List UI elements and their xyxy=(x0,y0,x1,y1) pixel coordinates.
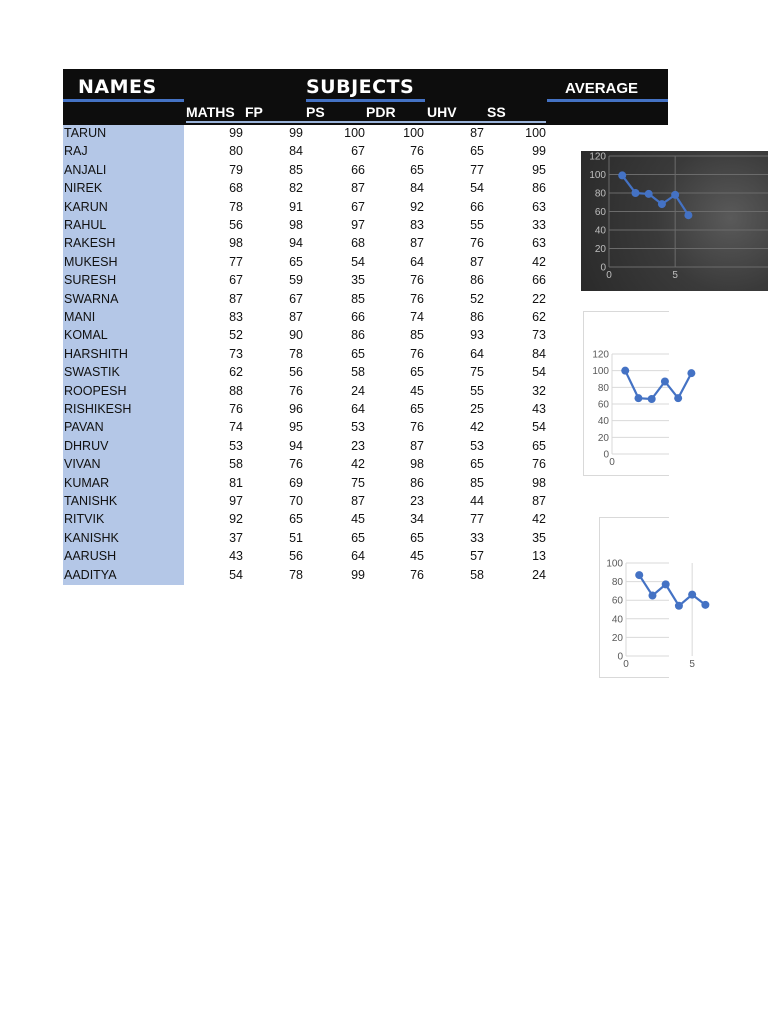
y-tick-label: 100 xyxy=(589,170,606,181)
score-cell-ss[interactable]: 62 xyxy=(532,310,546,324)
score-cell-ps[interactable]: 24 xyxy=(351,383,365,398)
score-cell-uhv[interactable]: 44 xyxy=(470,494,484,508)
score-cell-ss[interactable]: 87 xyxy=(532,494,546,508)
score-cell-ss[interactable]: 43 xyxy=(532,402,546,416)
data-point xyxy=(648,395,656,403)
data-point xyxy=(631,189,639,197)
score-cell-uhv[interactable]: 54 xyxy=(470,181,484,196)
score-cell-uhv[interactable]: 93 xyxy=(470,328,484,343)
score-cell-ss[interactable]: 66 xyxy=(532,273,546,288)
student-name-cell[interactable]: HARSHITH xyxy=(64,346,128,361)
table-row xyxy=(63,438,553,456)
score-cell-fp[interactable]: 84 xyxy=(289,144,303,159)
score-cell-ss[interactable]: 32 xyxy=(532,383,546,398)
score-cell-fp[interactable]: 67 xyxy=(289,291,303,306)
score-cell-maths[interactable]: 92 xyxy=(229,512,243,527)
data-point xyxy=(684,211,692,219)
score-cell-ss[interactable]: 76 xyxy=(532,457,546,472)
data-point xyxy=(635,571,643,579)
score-cell-fp[interactable]: 59 xyxy=(289,273,303,288)
table-row xyxy=(63,511,553,529)
y-tick-label: 20 xyxy=(594,244,606,255)
table-row xyxy=(63,217,553,235)
score-cell-pdr[interactable]: 76 xyxy=(410,420,424,435)
table-row xyxy=(63,199,553,217)
score-cell-maths[interactable]: 58 xyxy=(229,457,243,472)
score-cell-uhv[interactable]: 65 xyxy=(470,457,484,472)
score-cell-pdr[interactable]: 84 xyxy=(410,181,424,196)
score-cell-ss[interactable]: 95 xyxy=(532,162,546,177)
score-cell-ss[interactable]: 73 xyxy=(532,328,546,343)
subjects-header: SUBJECTS xyxy=(306,76,415,98)
table-row xyxy=(63,475,553,493)
line-chart-3-svg xyxy=(600,518,695,677)
score-cell-maths[interactable]: 67 xyxy=(229,273,243,288)
y-tick-label: 80 xyxy=(597,382,609,394)
score-cell-ps[interactable]: 53 xyxy=(351,420,365,435)
names-header: NAMES xyxy=(78,76,157,98)
data-point xyxy=(621,367,629,375)
score-cell-fp[interactable]: 70 xyxy=(289,494,303,508)
score-cell-maths[interactable]: 77 xyxy=(229,254,243,269)
score-cell-uhv[interactable]: 77 xyxy=(470,512,484,527)
student-name-cell[interactable]: AADITYA xyxy=(64,567,117,582)
x-tick-label: 0 xyxy=(606,270,612,281)
table-row xyxy=(63,456,553,474)
score-cell-uhv[interactable]: 75 xyxy=(470,365,484,380)
score-cell-fp[interactable]: 78 xyxy=(289,567,303,582)
score-cell-fp[interactable]: 95 xyxy=(289,420,303,435)
table-row xyxy=(63,143,553,161)
average-header: AVERAGE xyxy=(565,80,639,97)
score-cell-maths[interactable]: 53 xyxy=(229,438,243,453)
y-tick-label: 60 xyxy=(594,207,606,218)
y-tick-label: 60 xyxy=(611,595,623,607)
x-tick-label: 0 xyxy=(623,659,629,670)
student-name-cell[interactable]: ROOPESH xyxy=(64,383,127,398)
score-cell-pdr[interactable]: 86 xyxy=(410,475,424,490)
score-cell-ps[interactable]: 85 xyxy=(351,291,365,306)
student-name-cell[interactable]: MUKESH xyxy=(64,254,118,269)
table-row xyxy=(63,272,553,290)
score-cell-ps[interactable]: 87 xyxy=(351,494,365,508)
student-name-cell[interactable]: MANI xyxy=(64,310,96,324)
table-row xyxy=(63,548,553,566)
score-cell-maths[interactable]: 43 xyxy=(229,549,243,564)
score-cell-uhv[interactable]: 66 xyxy=(470,199,484,214)
score-cell-fp[interactable]: 56 xyxy=(289,365,303,380)
table-row xyxy=(63,291,553,309)
score-cell-pdr[interactable]: 23 xyxy=(410,494,424,508)
data-point xyxy=(634,394,642,402)
score-cell-pdr[interactable]: 65 xyxy=(410,530,424,545)
score-cell-ps[interactable]: 75 xyxy=(351,475,365,490)
y-tick-label: 100 xyxy=(592,366,609,378)
score-cell-uhv[interactable]: 53 xyxy=(470,438,484,453)
column-header-ss: SS xyxy=(487,104,506,120)
score-cell-ps[interactable]: 68 xyxy=(351,236,365,251)
score-cell-ps[interactable]: 65 xyxy=(351,346,365,361)
table-row xyxy=(63,162,553,180)
score-cell-pdr[interactable]: 87 xyxy=(410,438,424,453)
student-name-cell[interactable]: RAHUL xyxy=(64,218,107,232)
score-cell-pdr[interactable]: 65 xyxy=(410,402,424,416)
score-cell-fp[interactable]: 69 xyxy=(289,475,303,490)
score-cell-uhv[interactable]: 77 xyxy=(470,162,484,177)
y-tick-label: 0 xyxy=(617,651,623,663)
table-row xyxy=(63,180,553,198)
score-cell-maths[interactable]: 54 xyxy=(229,567,243,582)
score-cell-ps[interactable]: 65 xyxy=(351,530,365,545)
score-cell-maths[interactable]: 87 xyxy=(229,291,243,306)
score-cell-maths[interactable]: 98 xyxy=(229,236,243,251)
score-cell-uhv[interactable]: 65 xyxy=(470,144,484,159)
y-tick-label: 100 xyxy=(606,558,623,570)
y-tick-label: 40 xyxy=(611,614,623,626)
student-name-cell[interactable]: ANJALI xyxy=(64,162,107,177)
score-cell-maths[interactable]: 78 xyxy=(229,199,243,214)
score-cell-maths[interactable]: 99 xyxy=(229,126,243,140)
student-name-cell[interactable]: TARUN xyxy=(64,126,107,140)
y-tick-label: 80 xyxy=(594,188,606,200)
student-name-cell[interactable]: RAJ xyxy=(64,144,88,159)
student-name-cell[interactable]: KARUN xyxy=(64,199,108,214)
score-cell-ps[interactable]: 86 xyxy=(351,328,365,343)
table-row xyxy=(63,327,553,345)
x-tick-label: 5 xyxy=(672,270,678,281)
score-cell-ps[interactable]: 99 xyxy=(351,567,365,582)
score-cell-ss[interactable]: 63 xyxy=(532,199,546,214)
score-cell-pdr[interactable]: 65 xyxy=(410,365,424,380)
score-cell-fp[interactable]: 76 xyxy=(289,383,303,398)
data-point xyxy=(675,602,683,610)
score-cell-fp[interactable]: 85 xyxy=(289,162,303,177)
data-point xyxy=(658,200,666,208)
score-cell-ps[interactable]: 64 xyxy=(351,402,365,416)
score-cell-pdr[interactable]: 74 xyxy=(410,310,424,324)
data-point xyxy=(701,601,709,609)
table-row xyxy=(63,235,553,253)
table-row xyxy=(63,364,553,382)
data-point xyxy=(662,580,670,588)
student-name-cell[interactable]: RAKESH xyxy=(64,236,116,251)
table-row xyxy=(63,346,553,364)
student-name-cell[interactable]: SURESH xyxy=(64,273,117,288)
score-cell-ss[interactable]: 84 xyxy=(532,346,546,361)
student-name-cell[interactable]: VIVAN xyxy=(64,457,101,472)
y-tick-label: 20 xyxy=(611,632,623,644)
score-cell-uhv[interactable]: 87 xyxy=(470,254,484,269)
score-cell-ps[interactable]: 58 xyxy=(351,365,365,380)
score-cell-fp[interactable]: 51 xyxy=(289,530,303,545)
score-cell-uhv[interactable]: 86 xyxy=(470,310,484,324)
score-cell-fp[interactable]: 87 xyxy=(289,310,303,324)
score-cell-maths[interactable]: 74 xyxy=(229,420,243,435)
y-tick-label: 120 xyxy=(589,151,606,163)
score-cell-ss[interactable]: 65 xyxy=(532,438,546,453)
score-cell-uhv[interactable]: 58 xyxy=(470,567,484,582)
average-underline xyxy=(547,99,668,102)
data-point xyxy=(671,191,679,199)
score-cell-pdr[interactable]: 64 xyxy=(410,254,424,269)
score-cell-fp[interactable]: 65 xyxy=(289,254,303,269)
score-cell-uhv[interactable]: 87 xyxy=(470,126,484,140)
score-cell-ps[interactable]: 23 xyxy=(351,438,365,453)
score-cell-fp[interactable]: 82 xyxy=(289,181,303,196)
line-chart-1[interactable] xyxy=(581,151,768,291)
score-cell-uhv[interactable]: 57 xyxy=(470,549,484,564)
column-header-maths: MATHS xyxy=(186,104,235,120)
y-tick-label: 20 xyxy=(597,432,609,444)
score-cell-uhv[interactable]: 55 xyxy=(470,218,484,232)
score-cell-maths[interactable]: 37 xyxy=(229,530,243,545)
student-name-cell[interactable]: RISHIKESH xyxy=(64,402,132,416)
column-header-fp: FP xyxy=(245,104,263,120)
score-cell-ps[interactable]: 66 xyxy=(351,310,365,324)
score-cell-pdr[interactable]: 98 xyxy=(410,457,424,472)
score-cell-maths[interactable]: 56 xyxy=(229,218,243,232)
x-tick-label: 5 xyxy=(689,659,695,670)
data-point xyxy=(687,369,695,377)
score-cell-maths[interactable]: 73 xyxy=(229,346,243,361)
score-cell-ps[interactable]: 64 xyxy=(351,549,365,564)
score-cell-pdr[interactable]: 45 xyxy=(410,383,424,398)
score-cell-maths[interactable]: 97 xyxy=(229,494,243,508)
score-cell-pdr[interactable]: 76 xyxy=(410,567,424,582)
score-cell-ps[interactable]: 87 xyxy=(351,181,365,196)
score-cell-ps[interactable]: 67 xyxy=(351,199,365,214)
score-cell-ps[interactable]: 45 xyxy=(351,512,365,527)
score-cell-pdr[interactable]: 76 xyxy=(410,291,424,306)
score-cell-uhv[interactable]: 55 xyxy=(470,383,484,398)
score-cell-uhv[interactable]: 33 xyxy=(470,530,484,545)
score-cell-ss[interactable]: 99 xyxy=(532,144,546,159)
y-tick-label: 80 xyxy=(611,577,623,589)
score-cell-maths[interactable]: 68 xyxy=(229,181,243,196)
series-line xyxy=(625,371,691,399)
score-cell-pdr[interactable]: 45 xyxy=(410,549,424,564)
score-cell-fp[interactable]: 98 xyxy=(289,218,303,232)
score-cell-maths[interactable]: 76 xyxy=(229,402,243,416)
score-cell-maths[interactable]: 80 xyxy=(229,144,243,159)
score-cell-pdr[interactable]: 92 xyxy=(410,199,424,214)
score-cell-fp[interactable]: 90 xyxy=(289,328,303,343)
series-line xyxy=(639,575,705,606)
score-cell-uhv[interactable]: 25 xyxy=(470,402,484,416)
student-name-cell[interactable]: KANISHK xyxy=(64,530,119,545)
student-name-cell[interactable]: KUMAR xyxy=(64,475,110,490)
subheader-underline xyxy=(186,121,546,123)
table-row xyxy=(63,254,553,272)
score-cell-ss[interactable]: 24 xyxy=(532,567,546,582)
score-cell-ps[interactable]: 42 xyxy=(351,457,365,472)
score-cell-ss[interactable]: 63 xyxy=(532,236,546,251)
score-cell-fp[interactable]: 91 xyxy=(289,199,303,214)
line-chart-1-svg xyxy=(581,151,768,291)
student-name-cell[interactable]: SWASTIK xyxy=(64,365,120,380)
score-cell-maths[interactable]: 62 xyxy=(229,365,243,380)
score-cell-pdr[interactable]: 83 xyxy=(410,218,424,232)
score-cell-ps[interactable]: 97 xyxy=(351,218,365,232)
score-cell-fp[interactable]: 96 xyxy=(289,402,303,416)
student-name-cell[interactable]: PAVAN xyxy=(64,420,104,435)
score-cell-ps[interactable]: 35 xyxy=(351,273,365,288)
score-cell-ss[interactable]: 22 xyxy=(532,291,546,306)
score-cell-ss[interactable]: 54 xyxy=(532,420,546,435)
student-name-cell[interactable]: TANISHK xyxy=(64,494,118,508)
names-underline xyxy=(63,99,184,102)
line-chart-3[interactable] xyxy=(599,517,695,678)
score-cell-ss[interactable]: 86 xyxy=(532,181,546,196)
student-name-cell[interactable]: RITVIK xyxy=(64,512,105,527)
y-tick-label: 40 xyxy=(594,225,606,237)
score-cell-ss[interactable]: 98 xyxy=(532,475,546,490)
data-point xyxy=(648,592,656,600)
score-cell-fp[interactable]: 94 xyxy=(289,438,303,453)
score-cell-pdr[interactable]: 34 xyxy=(410,512,424,527)
table-row xyxy=(63,125,553,143)
line-chart-2-svg xyxy=(584,312,669,475)
score-cell-maths[interactable]: 88 xyxy=(229,383,243,398)
score-cell-ss[interactable]: 35 xyxy=(532,530,546,545)
student-name-cell[interactable]: SWARNA xyxy=(64,291,119,306)
table-row xyxy=(63,530,553,548)
column-header-pdr: PDR xyxy=(366,104,396,120)
score-cell-fp[interactable]: 94 xyxy=(289,236,303,251)
score-cell-ps[interactable]: 100 xyxy=(344,126,365,140)
column-header-ps: PS xyxy=(306,104,325,120)
score-cell-fp[interactable]: 99 xyxy=(289,126,303,140)
table-row xyxy=(63,419,553,437)
score-cell-pdr[interactable]: 65 xyxy=(410,162,424,177)
y-tick-label: 0 xyxy=(603,449,609,461)
score-cell-ps[interactable]: 54 xyxy=(351,254,365,269)
score-cell-uhv[interactable]: 76 xyxy=(470,236,484,251)
score-cell-uhv[interactable]: 42 xyxy=(470,420,484,435)
score-cell-ss[interactable]: 42 xyxy=(532,512,546,527)
table-row xyxy=(63,309,553,327)
y-tick-label: 40 xyxy=(597,416,609,428)
student-name-cell[interactable]: KOMAL xyxy=(64,328,108,343)
score-cell-ss[interactable]: 33 xyxy=(532,218,546,232)
score-cell-fp[interactable]: 78 xyxy=(289,346,303,361)
data-point xyxy=(645,190,653,198)
score-cell-maths[interactable]: 52 xyxy=(229,328,243,343)
score-cell-ss[interactable]: 42 xyxy=(532,254,546,269)
score-cell-ss[interactable]: 13 xyxy=(532,549,546,564)
y-tick-label: 120 xyxy=(592,349,609,361)
table-row xyxy=(63,383,553,401)
score-cell-pdr[interactable]: 87 xyxy=(410,236,424,251)
data-point xyxy=(688,591,696,599)
score-cell-maths[interactable]: 79 xyxy=(229,162,243,177)
score-cell-ps[interactable]: 67 xyxy=(351,144,365,159)
score-cell-pdr[interactable]: 100 xyxy=(403,126,424,140)
student-name-cell[interactable]: DHRUV xyxy=(64,438,109,453)
score-cell-maths[interactable]: 81 xyxy=(229,475,243,490)
score-cell-ss[interactable]: 54 xyxy=(532,365,546,380)
score-cell-ps[interactable]: 66 xyxy=(351,162,365,177)
student-name-cell[interactable]: NIREK xyxy=(64,181,103,196)
data-point xyxy=(618,171,626,179)
score-cell-pdr[interactable]: 76 xyxy=(410,144,424,159)
score-cell-uhv[interactable]: 86 xyxy=(470,273,484,288)
x-tick-label: 0 xyxy=(609,457,615,468)
score-cell-pdr[interactable]: 76 xyxy=(410,346,424,361)
table-row xyxy=(63,567,553,585)
table-row xyxy=(63,493,553,511)
score-cell-fp[interactable]: 76 xyxy=(289,457,303,472)
y-tick-label: 0 xyxy=(600,262,606,274)
subjects-underline xyxy=(306,99,425,102)
score-cell-maths[interactable]: 83 xyxy=(229,310,243,324)
score-cell-uhv[interactable]: 52 xyxy=(470,291,484,306)
data-point xyxy=(661,378,669,386)
score-cell-fp[interactable]: 65 xyxy=(289,512,303,527)
score-cell-fp[interactable]: 56 xyxy=(289,549,303,564)
column-header-uhv: UHV xyxy=(427,104,457,120)
score-cell-ss[interactable]: 100 xyxy=(525,126,546,140)
score-cell-uhv[interactable]: 64 xyxy=(470,346,484,361)
table-row xyxy=(63,401,553,419)
score-cell-pdr[interactable]: 85 xyxy=(410,328,424,343)
line-chart-2[interactable] xyxy=(583,311,669,476)
student-name-cell[interactable]: AARUSH xyxy=(64,549,117,564)
data-point xyxy=(674,394,682,402)
score-cell-uhv[interactable]: 85 xyxy=(470,475,484,490)
y-tick-label: 60 xyxy=(597,399,609,411)
score-cell-pdr[interactable]: 76 xyxy=(410,273,424,288)
